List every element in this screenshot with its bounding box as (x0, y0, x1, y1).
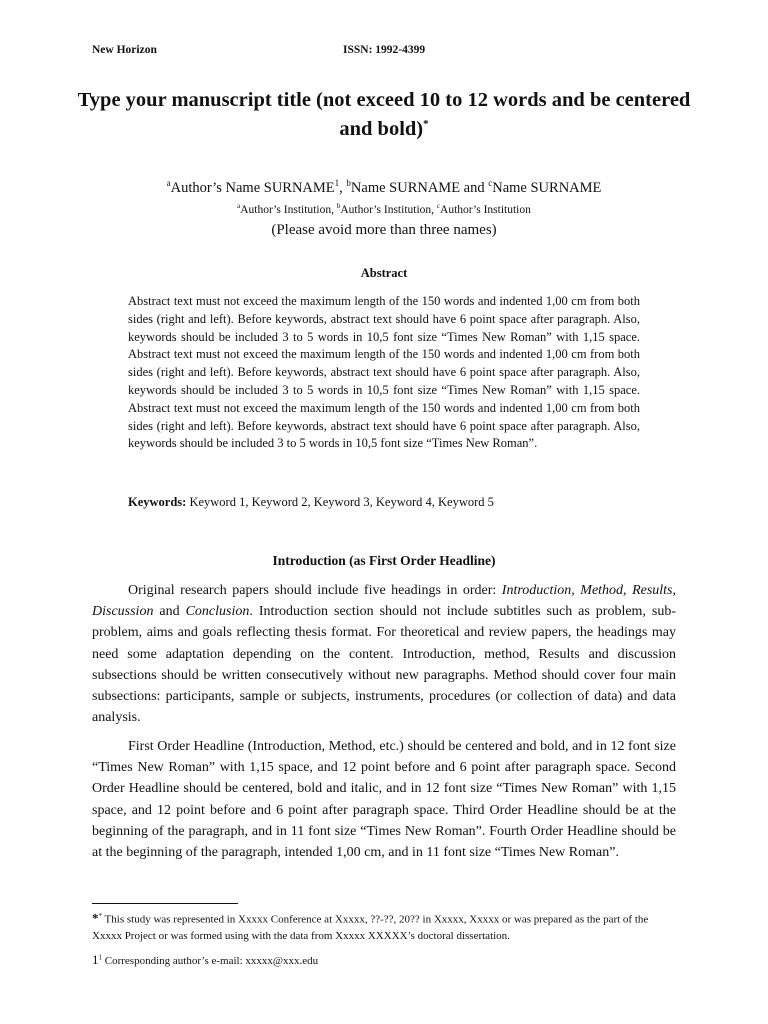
intro-paragraph-1 (92, 580, 676, 728)
p1-italic-method: Method (580, 583, 624, 598)
p1-sep: , (672, 583, 677, 598)
p1-italic-discussion: Discussion (92, 604, 154, 620)
keywords-list: Keyword 1, Keyword 2, Keyword 3, Keyword 4, Keyword 5 (186, 495, 494, 509)
institution-line (0, 202, 768, 216)
institution-3: Author’s Institution (440, 203, 531, 216)
inst-sup-a: a (237, 202, 241, 210)
footnote-2-text: Corresponding author’s e-mail: xxxxx@xxx.edu (102, 955, 319, 967)
abstract-heading: Abstract (360, 266, 408, 280)
footnote-1 (92, 908, 676, 945)
title-footnote-mark: * (423, 118, 429, 131)
author-2: Name SURNAME and (350, 179, 489, 196)
p1-sep: and (153, 604, 186, 620)
footnote-1-mark: * (92, 910, 99, 926)
footnote-divider (92, 903, 238, 904)
institution-2: Author’s Institution, (340, 203, 437, 216)
footnote-2 (92, 952, 676, 968)
footnote-1-text: This study was represented in Xxxxx Conference at Xxxxx, ??-??, 20?? in Xxxxx, Xxxxx or was prepared as the part of the Xxxxx Project or was formed using with the data from Xxxxx XXXXX’s doctoral dissertation. (92, 913, 649, 943)
issn: ISSN: 1992-4399 (343, 44, 426, 56)
footnote-2-mark: 1 (92, 952, 99, 967)
p1-sep: , (571, 583, 581, 598)
journal-name: New Horizon (92, 44, 157, 56)
author-line (0, 178, 768, 197)
intro-paragraph-2: First Order Headline (Introduction, Method, etc.) should be centered and bold, and in 12 font size “Times New Roman” with 1,15 space, and 12 point before and 6 point after paragraph space. Second Order Headline should be centered, bold and italic, and in 12 font size “Times New Roman” with 1,15 space, and 12 point before and 6 point after paragraph space. Third Order Headline should be at the beginning of the paragraph, and in 11 font size “Times New Roman”. Fourth Order Headline should be at the beginning of the paragraph, intended 1,00 cm, and in 11 font size “Times New Roman”. (92, 739, 676, 861)
p1-italic-results: Results (632, 583, 673, 598)
inst-sup-c: c (436, 202, 441, 210)
author-separator: , (339, 179, 347, 196)
author-3: Name SURNAME (492, 179, 602, 196)
introduction-heading: Introduction (as First Order Headline) (272, 553, 496, 568)
sup-1: 1 (334, 178, 340, 188)
authors-note: (Please avoid more than three names) (271, 222, 497, 238)
p1-italic-introduction: Introduction (501, 583, 572, 598)
institution-1: Author’s Institution, (240, 203, 337, 216)
keywords-line (128, 495, 640, 510)
sup-a: a (166, 178, 171, 188)
sup-c: c (488, 178, 493, 188)
abstract-text: Abstract text must not exceed the maximum length of the 150 words and indented 1,00 cm from both sides (right and left). Before keywords, abstract text should have 6 point space after paragraph. Also, keywords should be included 3 to 5 words in 10,5 font size “Times New Roman” with 1,15 space. Abstract text must not exceed the maximum length of the 150 words and indented 1,00 cm from both sides (right and left). Before keywords, abstract text should have 6 point space after paragraph. Also, keywords should be included 3 to 5 words in 10,5 font size “Times New Roman” with 1,15 space. Abstract text must not exceed the maximum length of the 150 words and indented 1,00 cm from both sides (right and left). Before keywords, abstract text should have 6 point space after paragraph. Also, keywords should be included 3 to 5 words in 10,5 font size “Times New Roman”. (128, 294, 640, 451)
p1-sep: , (623, 583, 633, 598)
p1-text-rest: . Introduction section should not include subtitles such as problem, sub-problem, aims and goals reflecting thesis format. For theoretical and review papers, the headings may need some adaptation depending on the content. Introduction, method, Results and discussion subsections should be written consecutively without new paragraphs. Method should cover four main subsections: participants, sample or subjects, instruments, procedures (or collection of data) and data analysis. (92, 604, 677, 726)
title-text: Type your manuscript title (not exceed 10 to 12 words and be centered and bold) (77, 89, 691, 140)
inst-sup-b: b (336, 202, 341, 210)
footnote-1-sup: * (98, 912, 102, 920)
p1-text: Original research papers should include five headings in order: (128, 583, 502, 598)
author-1: Author’s Name SURNAME (170, 179, 335, 196)
p1-italic-conclusion: Conclusion (185, 604, 250, 620)
footnote-2-sup: 1 (98, 953, 102, 962)
manuscript-title (60, 86, 708, 144)
sup-b: b (346, 178, 351, 188)
keywords-label: Keywords: (128, 495, 187, 509)
